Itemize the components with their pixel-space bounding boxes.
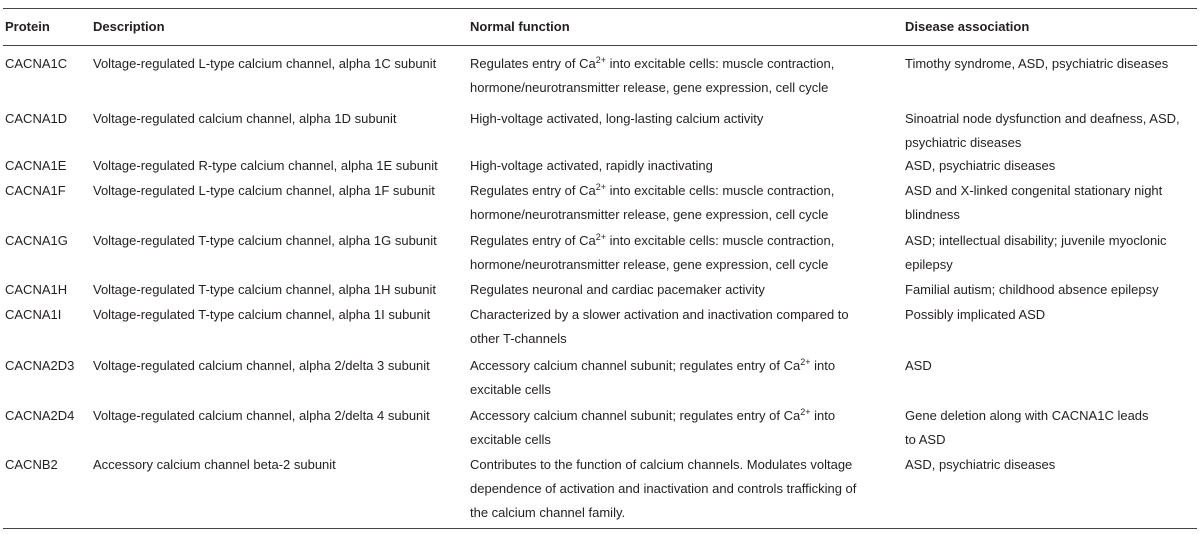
description-line: Voltage-regulated calcium channel, alpha 2/delta 4 subunit [93, 408, 430, 423]
disease-association-cell [905, 354, 932, 378]
normal-function-cell [470, 154, 713, 178]
function-line: Accessory calcium channel subunit; regulates entry of $Ca^{2+}$ into [470, 357, 836, 373]
table-top-rule [3, 8, 1197, 9]
normal-function-cell [470, 229, 834, 277]
description-line: Voltage-regulated R-type calcium channel, alpha 1E subunit [93, 158, 438, 173]
description-cell [93, 179, 435, 203]
description-cell [93, 154, 438, 178]
description-line: Voltage-regulated calcium channel, alpha 1D subunit [93, 111, 397, 126]
description-cell [93, 52, 436, 76]
disease-association-cell [905, 229, 1167, 277]
header-protein: Protein [5, 19, 50, 34]
protein-cell: CACNA1C [5, 56, 68, 71]
normal-function-cell [470, 303, 849, 351]
disease-association-cell [905, 52, 1168, 76]
disease-association-cell [905, 154, 1055, 178]
disease-line: ASD [905, 358, 932, 373]
disease-line: Possibly implicated ASD [905, 307, 1046, 322]
disease-association-cell [905, 179, 1162, 227]
header-disease-association: Disease association [905, 19, 1030, 34]
disease-association-cell [905, 303, 1045, 327]
normal-function-cell [470, 107, 763, 131]
disease-association-cell [905, 453, 1055, 477]
function-line: excitable cells [470, 432, 551, 447]
disease-association-cell [905, 278, 1159, 302]
normal-function-cell [470, 278, 765, 302]
function-line: hormone/neurotransmitter release, gene expression, cell cycle [470, 207, 829, 222]
protein-cell: CACNA1E [5, 158, 67, 173]
header-normal-function: Normal function [470, 19, 570, 34]
function-line: High-voltage activated, rapidly inactivating [470, 158, 713, 173]
disease-line: Gene deletion along with CACNA1C leads [905, 408, 1149, 423]
function-line: Regulates neuronal and cardiac pacemaker activity [470, 282, 765, 297]
function-line: Accessory calcium channel subunit; regulates entry of $Ca^{2+}$ into [470, 407, 836, 423]
protein-cell: CACNA1G [5, 233, 68, 248]
normal-function-cell [470, 52, 834, 100]
function-line: other T-channels [470, 331, 567, 346]
disease-line: psychiatric diseases [905, 135, 1022, 150]
function-line: Characterized by a slower activation and inactivation compared to [470, 307, 849, 322]
charge-superscript: 2+ [595, 55, 606, 65]
normal-function-cell [470, 179, 834, 227]
description-line: Accessory calcium channel beta-2 subunit [93, 457, 336, 472]
charge-superscript: 2+ [800, 407, 811, 417]
normal-function-cell [470, 453, 856, 525]
description-line: Voltage-regulated L-type calcium channel, alpha 1C subunit [93, 56, 437, 71]
protein-cell: CACNA1H [5, 282, 68, 297]
description-line: Voltage-regulated calcium channel, alpha 2/delta 3 subunit [93, 358, 430, 373]
function-line: Regulates entry of $Ca^{2+}$ into excitable cells: muscle contraction, [470, 232, 835, 248]
protein-cell: CACNA2D3 [5, 358, 75, 373]
disease-line: ASD, psychiatric diseases [905, 158, 1056, 173]
disease-line: Sinoatrial node dysfunction and deafness, ASD, [905, 111, 1180, 126]
disease-line: Timothy syndrome, ASD, psychiatric diseases [905, 56, 1169, 71]
disease-line: epilepsy [905, 257, 953, 272]
function-line: High-voltage activated, long-lasting calcium activity [470, 111, 764, 126]
normal-function-cell [470, 404, 835, 452]
protein-cell: CACNA1D [5, 111, 68, 126]
charge-superscript: 2+ [595, 182, 606, 192]
description-line: Voltage-regulated T-type calcium channel, alpha 1H subunit [93, 282, 437, 297]
disease-line: ASD and X-linked congenital stationary night [905, 183, 1163, 198]
disease-association-cell [905, 107, 1180, 155]
function-line: excitable cells [470, 382, 551, 397]
function-line: Contributes to the function of calcium channels. Modulates voltage [470, 457, 853, 472]
disease-association-cell [905, 404, 1149, 452]
description-cell [93, 278, 436, 302]
disease-line: ASD, psychiatric diseases [905, 457, 1056, 472]
protein-cell: CACNA2D4 [5, 408, 75, 423]
function-line: the calcium channel family. [470, 505, 626, 520]
normal-function-cell [470, 354, 835, 402]
charge-superscript: 2+ [800, 357, 811, 367]
description-cell [93, 404, 430, 428]
function-line: Regulates entry of $Ca^{2+}$ into excitable cells: muscle contraction, [470, 55, 835, 71]
description-cell [93, 303, 430, 327]
function-line: hormone/neurotransmitter release, gene expression, cell cycle [470, 257, 829, 272]
table-bottom-rule [3, 528, 1197, 529]
disease-line: blindness [905, 207, 960, 222]
description-cell [93, 453, 336, 477]
function-line: dependence of activation and inactivation and controls trafficking of [470, 481, 857, 496]
header-description: Description [93, 19, 165, 34]
description-line: Voltage-regulated T-type calcium channel, alpha 1I subunit [93, 307, 431, 322]
description-line: Voltage-regulated T-type calcium channel, alpha 1G subunit [93, 233, 437, 248]
disease-line: to ASD [905, 432, 946, 447]
protein-cell: CACNA1F [5, 183, 66, 198]
description-cell [93, 354, 430, 378]
function-line: hormone/neurotransmitter release, gene expression, cell cycle [470, 80, 829, 95]
protein-cell: CACNA1I [5, 307, 62, 322]
header-rule [3, 45, 1197, 46]
description-cell [93, 229, 437, 253]
function-line: Regulates entry of $Ca^{2+}$ into excitable cells: muscle contraction, [470, 182, 835, 198]
charge-superscript: 2+ [595, 232, 606, 242]
description-line: Voltage-regulated L-type calcium channel, alpha 1F subunit [93, 183, 435, 198]
disease-line: Familial autism; childhood absence epilepsy [905, 282, 1159, 297]
disease-line: ASD; intellectual disability; juvenile myoclonic [905, 233, 1167, 248]
protein-cell: CACNB2 [5, 457, 58, 472]
description-cell [93, 107, 397, 131]
